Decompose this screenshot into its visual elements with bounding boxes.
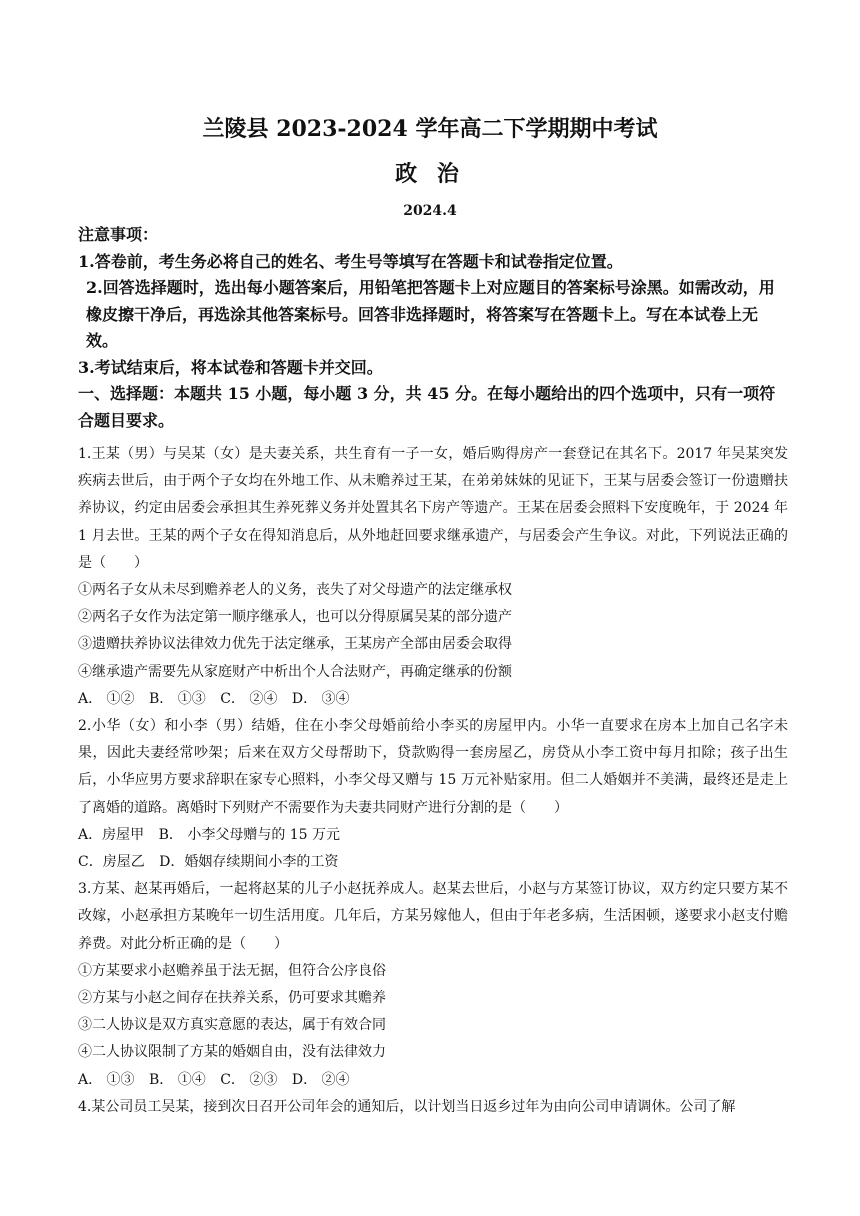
- question-1-option-c: C． ②④: [220, 690, 278, 707]
- question-3-statement-4: ④二人协议限制了方某的婚姻自由，没有法律效力: [78, 1044, 386, 1061]
- question-3-statement-1: ①方某要求小赵赡养虽于法无据，但符合公序良俗: [78, 962, 386, 979]
- notice-section: [78, 222, 784, 434]
- question-3-option-b: B． ①④: [149, 1071, 206, 1088]
- question-2-options-row-1: [78, 822, 788, 849]
- subject-title: 政 治: [395, 161, 465, 187]
- question-3-options: [78, 1067, 788, 1094]
- question-2-stem: 2.小华（女）和小李（男）结婚，住在小李父母婚前给小李买的房屋甲内。小华一直要求在房本上加自己名字未果，因此夫妻经常吵架；后来在双方父母帮助下，贷款购得一套房屋乙，房贷从小李工资中每月扣除；孩子出生后，小华应男方要求辞职在家专心照料，小李父母又赠与 15 万元补贴家用。但二人婚姻并不美满，最终还是走上了离婚的道路。离婚时下列财产不需要作为夫妻共同财产进行分割的是（ ）: [78, 718, 788, 816]
- question-3-option-c: C． ②③: [220, 1071, 278, 1088]
- exam-date: 2024.4: [403, 203, 457, 219]
- question-1-statement-2: ②两名子女作为法定第一顺序继承人，也可以分得原属吴某的部分遗产: [78, 609, 512, 626]
- section-heading: 一、选择题：本题共 15 小题，每小题 3 分，共 45 分。在每小题给出的四个选项中，只有一项符合题目要求。: [78, 384, 776, 430]
- question-1-statement-4: ④继承遗产需要先从家庭财产中析出个人合法财产，再确定继承的份额: [78, 663, 512, 680]
- question-1-statement-3: ③遗赠扶养协议法律效力优先于法定继承，王某房产全部由居委会取得: [78, 636, 512, 653]
- question-3-statement-2: ②方某与小赵之间存在扶养关系，仍可要求其赡养: [78, 990, 386, 1007]
- questions-section: [78, 441, 788, 1121]
- question-2-option-c: C．房屋乙: [78, 854, 145, 871]
- question-2-option-d: D．婚姻存续期间小李的工资: [159, 854, 339, 871]
- question-2-option-b: B． 小李父母赠与的 15 万元: [158, 826, 341, 843]
- question-1-statement-1: ①两名子女从未尽到赡养老人的义务，丧失了对父母遗产的法定继承权: [78, 582, 512, 599]
- question-3-stem: 3.方某、赵某再婚后，一起将赵某的儿子小赵抚养成人。赵某去世后，小赵与方某签订协议，双方约定只要方某不改嫁，小赵承担方某晚年一切生活用度。几年后，方某另嫁他人，但由于年老多病，生活困顿，遂要求小赵支付赡养费。对此分析正确的是（ ）: [78, 881, 788, 952]
- notice-item-3: 3.考试结束后，将本试卷和答题卡并交回。: [78, 357, 383, 377]
- question-1-option-b: B． ①③: [149, 690, 206, 707]
- notice-item-2: 2.回答选择题时，选出每小题答案后，用铅笔把答题卡上对应题目的答案标号涂黑。如需改动，用橡皮擦干净后，再选涂其他答案标号。回答非选择题时，将答案写在答题卡上。写在本试卷上无效。: [86, 278, 775, 350]
- question-2-options-row-2: [78, 849, 788, 876]
- question-3-option-a: A． ①③: [78, 1071, 135, 1088]
- question-4-stem: 4.某公司员工吴某，接到次日召开公司年会的通知后，以计划当日返乡过年为由向公司申请调休。公司了解: [78, 1098, 736, 1115]
- question-3-option-d: D． ②④: [291, 1071, 350, 1088]
- question-3-statement-3: ③二人协议是双方真实意愿的表达，属于有效合同: [78, 1017, 386, 1034]
- notice-item-1: 1.答卷前，考生务必将自己的姓名、考生号等填写在答题卡和试卷指定位置。: [78, 251, 623, 271]
- question-2-option-a: A．房屋甲: [78, 826, 145, 843]
- question-1-options: [78, 686, 788, 713]
- question-1-option-d: D． ③④: [291, 690, 350, 707]
- question-1-option-a: A． ①②: [78, 690, 135, 707]
- question-1-stem: 1.王某（男）与吴某（女）是夫妻关系，共生育有一子一女，婚后购得房产一套登记在其名下。2017 年吴某突发疾病去世后，由于两个子女均在外地工作、从未赡养过王某，在弟弟妹妹的见证下，王某与居委会签订一份遗赠扶养协议，约定由居委会承担其生养死葬义务并处置其名下房产等遗产。王某在居委会照料下安度晚年，于 2024 年 1 月去世。王某的两个子女在得知消息后，从外地赶回要求继承遗产，与居委会产生争议。对此，下列说法正确的是（ ）: [78, 446, 788, 571]
- notice-heading: 注意事项：: [78, 225, 159, 244]
- exam-title: 兰陵县 2023-2024 学年高二下学期期中考试: [202, 116, 658, 142]
